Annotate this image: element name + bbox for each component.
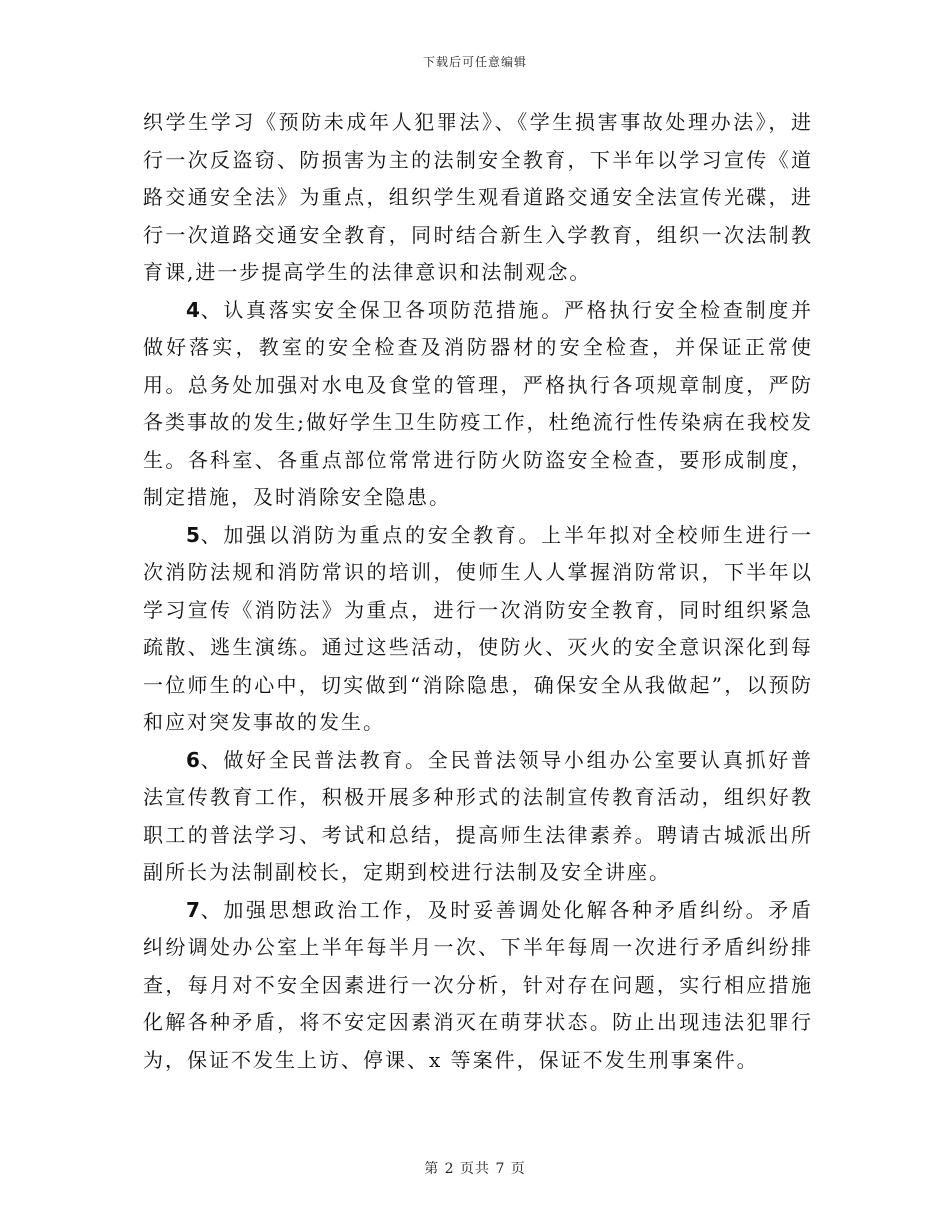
paragraph-continuation	[143, 104, 813, 292]
item-number: 5	[186, 522, 200, 547]
item-number: 7	[186, 897, 200, 922]
item-number: 6	[186, 747, 200, 772]
paragraph-item-6	[143, 742, 813, 892]
paragraph-item-5	[143, 517, 813, 742]
paragraph-text: 、加强思想政治工作，及时妥善调处化解各种矛盾纠纷。矛盾纠纷调处办公室上半年每半月一次、下半年每周一次进行矛盾纠纷排查，每月对不安全因素进行一次分析，针对存在问题，实行相应措施化解各种矛盾，将不安定因素消灭在萌芽状态。防止出现违法犯罪行为，保证不发生上访、停课、x 等案件，保证不发生刑事案件。	[143, 897, 813, 1072]
page-footer: 第 2 页共 7 页	[424, 1161, 526, 1177]
document-body	[143, 104, 813, 1079]
paragraph-text: 、加强以消防为重点的安全教育。上半年拟对全校师生进行一次消防法规和消防常识的培训，使师生人人掌握消防常识，下半年以学习宣传《消防法》为重点，进行一次消防安全教育，同时组织紧急疏散、逃生演练。通过这些活动，使防火、灭火的安全意识深化到每一位师生的心中，切实做到“消除隐患，确保安全从我做起”，以预防和应对突发事故的发生。	[143, 522, 813, 734]
paragraph-text: 、认真落实安全保卫各项防范措施。严格执行安全检查制度并做好落实，教室的安全检查及消防器材的安全检查，并保证正常使用。总务处加强对水电及食堂的管理，严格执行各项规章制度，严防各类事故的发生;做好学生卫生防疫工作，杜绝流行性传染病在我校发生。各科室、各重点部位常常进行防火防盗安全检查，要形成制度，制定措施，及时消除安全隐患。	[143, 297, 813, 509]
page-header: 下载后可任意编辑	[422, 55, 527, 69]
paragraph-text: 织学生学习《预防未成年人犯罪法》、《学生损害事故处理办法》，进行一次反盗窃、防损害为主的法制安全教育，下半年以学习宣传《道路交通安全法》为重点，组织学生观看道路交通安全法宣传光碟，进行一次道路交通安全教育，同时结合新生入学教育，组织一次法制教育课,进一步提高学生的法律意识和法制观念。	[143, 110, 813, 284]
paragraph-item-7	[143, 892, 813, 1080]
item-number: 4	[186, 297, 200, 322]
paragraph-text: 、做好全民普法教育。全民普法领导小组办公室要认真抓好普法宣传教育工作，积极开展多种形式的法制宣传教育活动，组织好教职工的普法学习、考试和总结，提高师生法律素养。聘请古城派出所副所长为法制副校长，定期到校进行法制及安全讲座。	[143, 747, 813, 884]
paragraph-item-4	[143, 292, 813, 517]
